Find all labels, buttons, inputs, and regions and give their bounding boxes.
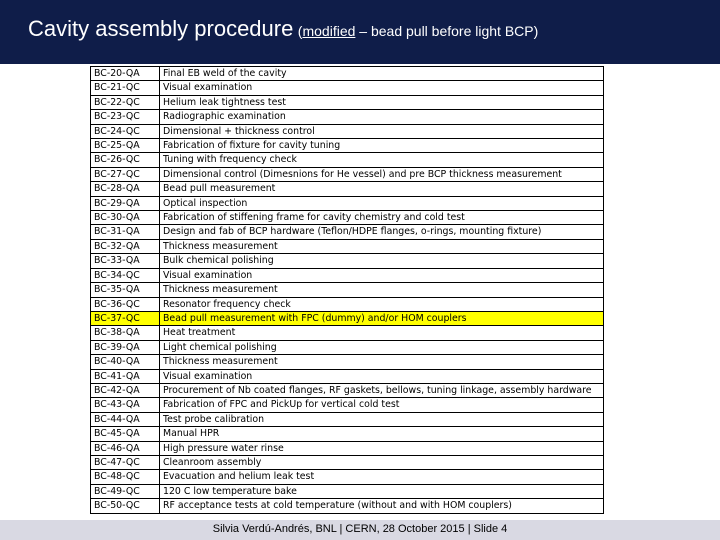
table-row [91, 239, 604, 253]
table-row [91, 153, 604, 167]
step-description-cell: Light chemical polishing [160, 340, 604, 354]
step-description-cell: Visual examination [160, 81, 604, 95]
step-code-cell: BC-24-QC [91, 124, 160, 138]
step-description-cell: Fabrication of fixture for cavity tuning [160, 139, 604, 153]
table-row [91, 124, 604, 138]
step-description-cell: Manual HPR [160, 427, 604, 441]
slide-title [28, 16, 538, 42]
table-row [91, 297, 604, 311]
table-row [91, 455, 604, 469]
title-sub-rest: – bead pull before light BCP) [355, 23, 539, 39]
step-description-cell: Heat treatment [160, 326, 604, 340]
step-description-cell: Cleanroom assembly [160, 455, 604, 469]
procedure-table-body [91, 67, 604, 514]
step-code-cell: BC-23-QC [91, 110, 160, 124]
step-code-cell: BC-39-QA [91, 340, 160, 354]
step-code-cell: BC-22-QC [91, 95, 160, 109]
step-description-cell: Dimensional + thickness control [160, 124, 604, 138]
slide-title-sub [298, 23, 538, 39]
table-row [91, 254, 604, 268]
step-code-cell: BC-31-QA [91, 225, 160, 239]
step-code-cell: BC-30-QA [91, 211, 160, 225]
table-row [91, 67, 604, 81]
step-description-cell: Dimensional control (Dimesnions for He vessel) and pre BCP thickness measurement [160, 167, 604, 181]
step-description-cell: Helium leak tightness test [160, 95, 604, 109]
step-description-cell: Thickness measurement [160, 239, 604, 253]
step-description-cell: Design and fab of BCP hardware (Teflon/HDPE flanges, o-rings, mounting fixture) [160, 225, 604, 239]
table-row [91, 95, 604, 109]
step-description-cell: Visual examination [160, 268, 604, 282]
table-row-highlighted [91, 311, 604, 325]
step-code-cell: BC-20-QA [91, 67, 160, 81]
table-row [91, 383, 604, 397]
step-code-cell: BC-26-QC [91, 153, 160, 167]
step-description-cell: RF acceptance tests at cold temperature (without and with HOM couplers) [160, 499, 604, 513]
table-row [91, 340, 604, 354]
step-code-cell: BC-36-QC [91, 297, 160, 311]
table-row [91, 211, 604, 225]
step-code-cell: BC-47-QC [91, 455, 160, 469]
table-row [91, 139, 604, 153]
step-code-cell: BC-29-QA [91, 196, 160, 210]
step-code-cell: BC-44-QA [91, 412, 160, 426]
step-code-cell: BC-40-QA [91, 355, 160, 369]
step-description-cell: Thickness measurement [160, 283, 604, 297]
step-description-cell: Evacuation and helium leak test [160, 470, 604, 484]
footer-text: Silvia Verdú-Andrés, BNL | CERN, 28 October 2015 | Slide 4 [212, 523, 508, 535]
table-row [91, 427, 604, 441]
step-description-cell: Fabrication of stiffening frame for cavity chemistry and cold test [160, 211, 604, 225]
step-description-cell: Radiographic examination [160, 110, 604, 124]
procedure-table [90, 66, 604, 514]
step-code-cell: BC-21-QC [91, 81, 160, 95]
table-row [91, 110, 604, 124]
table-row [91, 355, 604, 369]
step-code-cell: BC-42-QA [91, 383, 160, 397]
step-description-cell: Resonator frequency check [160, 297, 604, 311]
title-sub-underlined: modified [302, 23, 356, 39]
table-row [91, 225, 604, 239]
table-row [91, 167, 604, 181]
step-code-cell: BC-25-QA [91, 139, 160, 153]
table-row [91, 268, 604, 282]
table-row [91, 196, 604, 210]
table-row [91, 470, 604, 484]
step-description-cell: Bead pull measurement [160, 182, 604, 196]
slide-header [0, 0, 720, 64]
table-row [91, 484, 604, 498]
step-description-cell: 120 C low temperature bake [160, 484, 604, 498]
step-code-cell: BC-49-QC [91, 484, 160, 498]
step-description-cell: Test probe calibration [160, 412, 604, 426]
table-row [91, 441, 604, 455]
step-description-cell: Tuning with frequency check [160, 153, 604, 167]
table-row [91, 369, 604, 383]
step-description-cell: Procurement of Nb coated flanges, RF gaskets, bellows, tuning linkage, assembly hardware [160, 383, 604, 397]
step-code-cell: BC-37-QC [91, 311, 160, 325]
step-description-cell: Bead pull measurement with FPC (dummy) and/or HOM couplers [160, 311, 604, 325]
step-code-cell: BC-48-QC [91, 470, 160, 484]
step-code-cell: BC-41-QA [91, 369, 160, 383]
step-code-cell: BC-28-QA [91, 182, 160, 196]
step-code-cell: BC-46-QA [91, 441, 160, 455]
title-sub-open: ( [297, 23, 303, 39]
table-row [91, 412, 604, 426]
step-code-cell: BC-45-QA [91, 427, 160, 441]
step-description-cell: Visual examination [160, 369, 604, 383]
step-code-cell: BC-43-QA [91, 398, 160, 412]
step-code-cell: BC-34-QC [91, 268, 160, 282]
step-code-cell: BC-27-QC [91, 167, 160, 181]
slide-title-main: Cavity assembly procedure [28, 16, 294, 41]
step-description-cell: Fabrication of FPC and PickUp for vertical cold test [160, 398, 604, 412]
slide-footer [0, 520, 720, 540]
step-description-cell: Final EB weld of the cavity [160, 67, 604, 81]
table-row [91, 398, 604, 412]
table-row [91, 326, 604, 340]
step-code-cell: BC-35-QA [91, 283, 160, 297]
table-row [91, 182, 604, 196]
table-row [91, 81, 604, 95]
step-code-cell: BC-38-QA [91, 326, 160, 340]
step-description-cell: High pressure water rinse [160, 441, 604, 455]
step-code-cell: BC-50-QC [91, 499, 160, 513]
step-description-cell: Bulk chemical polishing [160, 254, 604, 268]
step-code-cell: BC-32-QA [91, 239, 160, 253]
table-row [91, 499, 604, 513]
table-row [91, 283, 604, 297]
step-description-cell: Optical inspection [160, 196, 604, 210]
step-description-cell: Thickness measurement [160, 355, 604, 369]
step-code-cell: BC-33-QA [91, 254, 160, 268]
